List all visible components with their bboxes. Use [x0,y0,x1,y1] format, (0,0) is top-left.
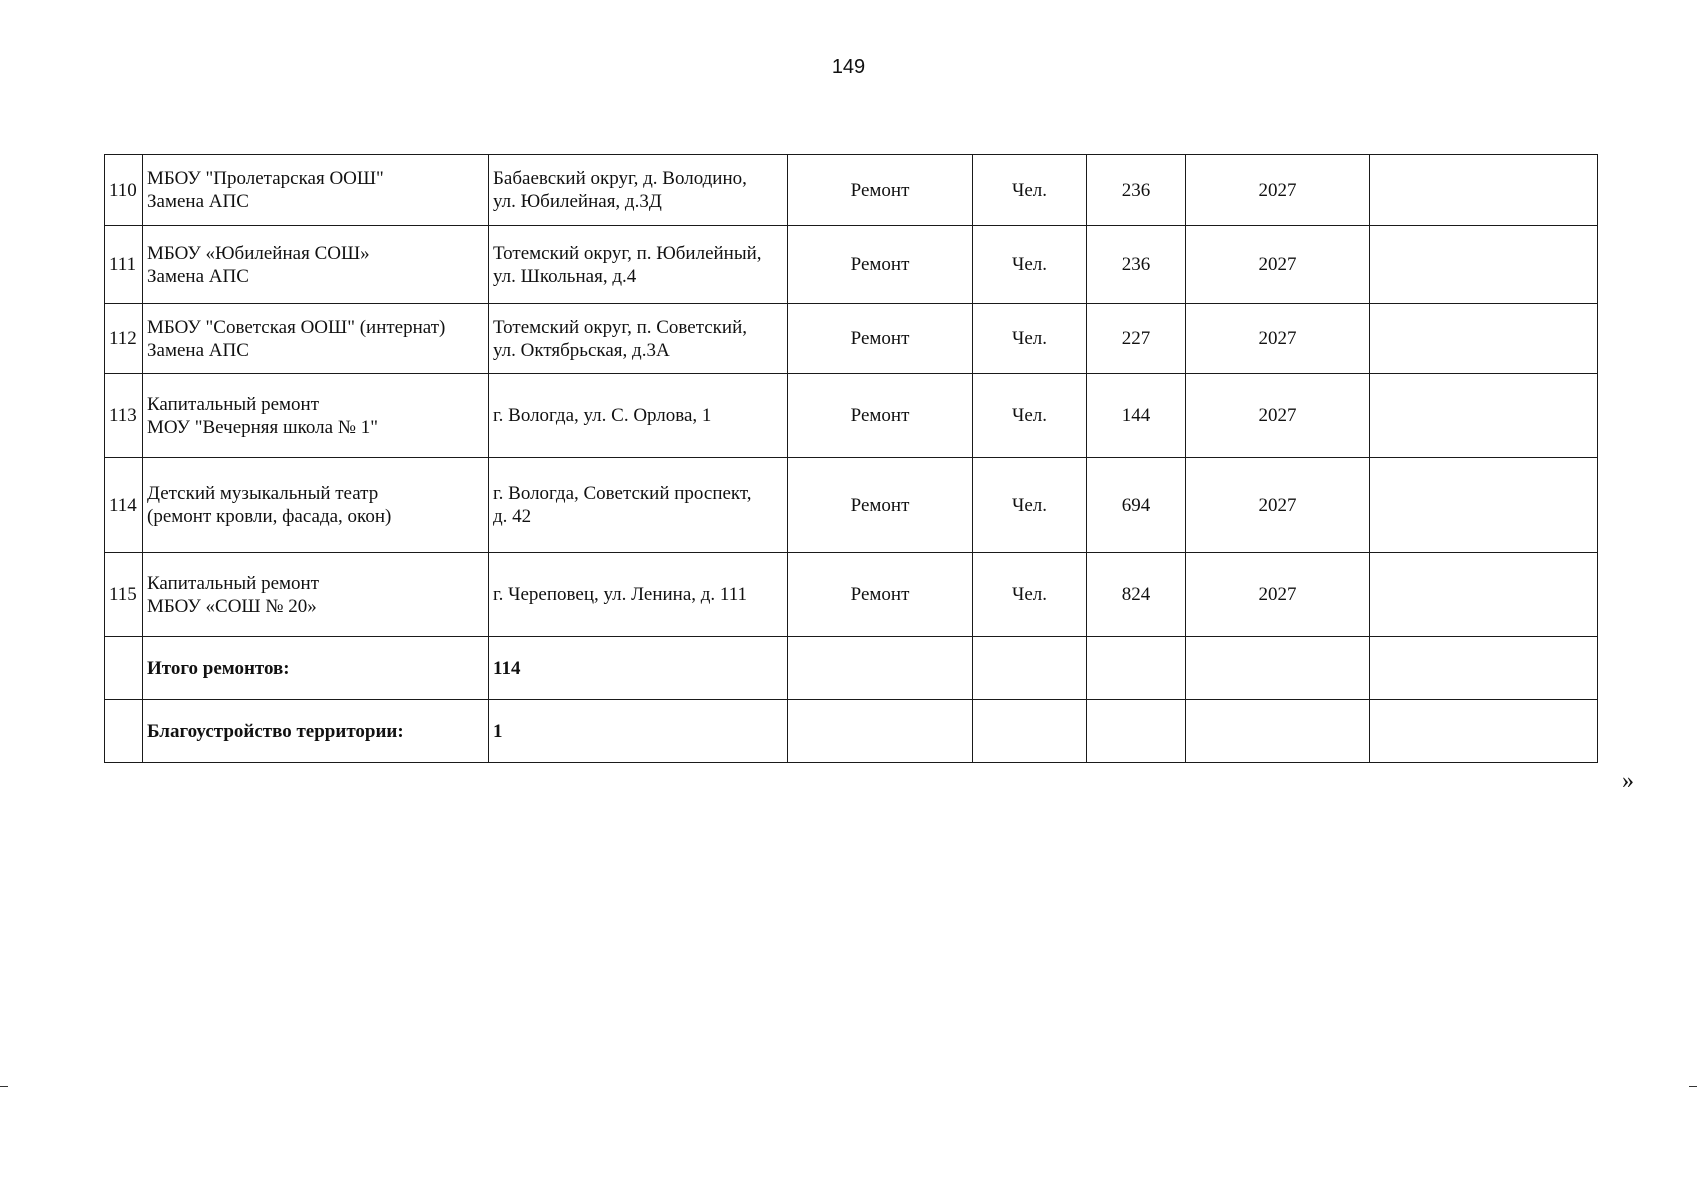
object-name: (ремонт кровли, фасада, окон) [147,506,392,527]
address-line: Тотемский округ, п. Советский, [493,316,747,338]
extra-cell [1370,155,1598,226]
object-name-cell [143,155,489,226]
work-type: Ремонт [788,374,973,458]
extra-cell [1370,458,1598,553]
address-line: г. Вологда, ул. С. Орлова, 1 [493,405,712,426]
year: 2027 [1186,226,1370,304]
work-type: Ремонт [788,553,973,637]
unit: Чел. [973,458,1087,553]
object-name-cell [143,553,489,637]
year: 2027 [1186,304,1370,374]
address-line: Бабаевский округ, д. Володино, [493,168,747,189]
capacity-value: 236 [1087,226,1186,304]
address-line: Тотемский округ, п. Юбилейный, [493,242,762,264]
repairs-table [104,154,1598,763]
row-number: 115 [105,553,143,637]
landscaping-label: Благоустройство территории: [143,700,489,763]
object-name: Детский музыкальный театр [147,483,379,504]
table-row [105,304,1598,374]
address-cell [489,304,788,374]
object-name: МБОУ «СОШ № 20» [147,595,317,617]
extra-cell [1370,226,1598,304]
work-type: Ремонт [788,155,973,226]
year: 2027 [1186,553,1370,637]
object-name: Замена АПС [147,339,249,361]
capacity-value: 227 [1087,304,1186,374]
year: 2027 [1186,458,1370,553]
extra-cell [1370,304,1598,374]
table-row [105,458,1598,553]
capacity-value: 236 [1087,155,1186,226]
work-type: Ремонт [788,304,973,374]
address-cell [489,553,788,637]
landscaping-value: 1 [489,700,788,763]
total-repairs-label: Итого ремонтов: [143,637,489,700]
extra-cell [1370,374,1598,458]
address-cell [489,226,788,304]
address-cell [489,458,788,553]
object-name-cell [143,374,489,458]
row-number: 113 [105,374,143,458]
table-row [105,553,1598,637]
address-line: г. Вологда, Советский проспект, [493,483,752,504]
total-repairs-value: 114 [489,637,788,700]
object-name: МОУ "Вечерняя школа № 1" [147,416,378,438]
object-name: МБОУ «Юбилейная СОШ» [147,242,370,264]
object-name: Замена АПС [147,265,249,287]
row-number: 112 [105,304,143,374]
object-name: Капитальный ремонт [147,572,320,594]
address-cell [489,374,788,458]
page-number: 149 [831,56,866,78]
margin-mark [0,1086,8,1087]
table-row [105,155,1598,226]
address-line: ул. Октябрьская, д.3А [493,339,670,361]
row-number: 111 [105,226,143,304]
address-line: д. 42 [493,506,532,527]
unit: Чел. [973,374,1087,458]
unit: Чел. [973,553,1087,637]
object-name-cell [143,304,489,374]
row-number: 114 [105,458,143,553]
address-line: ул. Школьная, д.4 [493,265,637,287]
object-name-cell [143,458,489,553]
capacity-value: 144 [1087,374,1186,458]
address-cell [489,155,788,226]
year: 2027 [1186,155,1370,226]
row-number: 110 [105,155,143,226]
unit: Чел. [973,226,1087,304]
table-row [105,374,1598,458]
unit: Чел. [973,304,1087,374]
address-line: г. Череповец, ул. Ленина, д. 111 [493,584,748,605]
unit: Чел. [973,155,1087,226]
totals-row [105,637,1598,700]
object-name: МБОУ "Пролетарская ООШ" [147,168,384,189]
margin-mark [1689,1086,1697,1087]
table-row [105,226,1598,304]
object-name-cell [143,226,489,304]
address-line: ул. Юбилейная, д.3Д [493,191,662,212]
object-name: МБОУ "Советская ООШ" (интернат) [147,316,446,338]
capacity-value: 694 [1087,458,1186,553]
work-type: Ремонт [788,458,973,553]
work-type: Ремонт [788,226,973,304]
year: 2027 [1186,374,1370,458]
object-name: Замена АПС [147,191,249,212]
capacity-value: 824 [1087,553,1186,637]
extra-cell [1370,553,1598,637]
totals-row [105,700,1598,763]
closing-quote: » [1622,768,1634,794]
object-name: Капитальный ремонт [147,393,320,415]
